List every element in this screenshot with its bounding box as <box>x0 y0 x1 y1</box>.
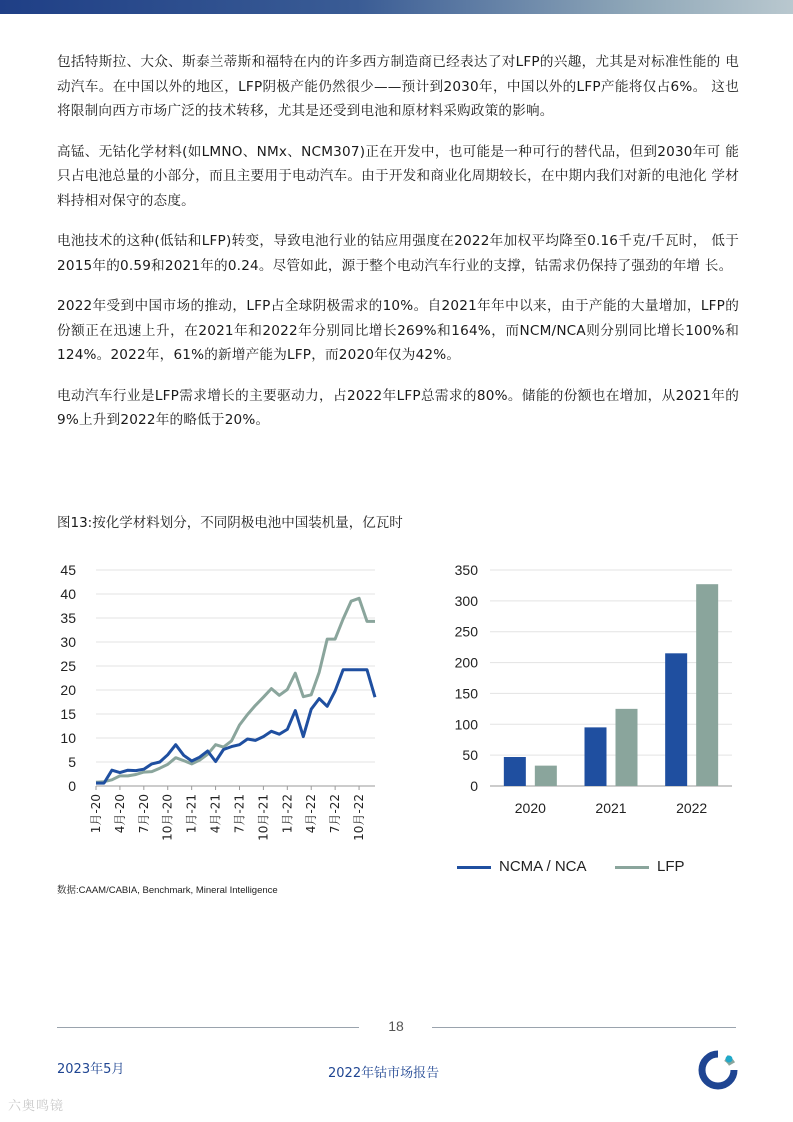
y-tick-label: 30 <box>60 634 76 650</box>
footer-report-title: 2022年钴市场报告 <box>328 1066 440 1081</box>
bar-ncma-2020 <box>504 757 526 786</box>
bar-ncma-2022 <box>665 653 687 786</box>
y-tick-label: 5 <box>68 754 76 770</box>
x-tick-label: 4月-20 <box>112 794 127 834</box>
chart-source: 数据:CAAM/CABIA, Benchmark, Mineral Intelligence <box>57 885 278 896</box>
y-tick-label: 35 <box>60 610 76 626</box>
y-tick-label: 0 <box>68 778 76 794</box>
y-tick-label: 25 <box>60 658 76 674</box>
bar-lfp-2022 <box>696 584 718 786</box>
x-tick-label: 1月-21 <box>184 794 199 834</box>
y-tick-label: 10 <box>60 730 76 746</box>
y-tick-label: 200 <box>454 654 478 671</box>
footer-divider-right <box>432 1027 736 1028</box>
figure-title: 图13:按化学材料划分，不同阴极电池中国装机量，亿瓦时 <box>57 515 403 531</box>
legend-swatch-ncma <box>457 866 491 869</box>
y-tick-label: 0 <box>470 778 478 794</box>
y-tick-label: 20 <box>60 682 76 698</box>
paragraph: 2022年受到中国市场的推动，LFP占全球阴极需求的10%。自2021年年中以来，由于产能的大量增加，LFP的 份额正在迅速上升，在2021年和2022年分别同比增长269%和164%，而NCM/NCA则分别同比增长100%和 124%。2022年，61%的新增产能为LFP，而2020年仅为42%。 <box>57 298 739 363</box>
legend-label: NCMA / NCA <box>499 858 587 875</box>
y-tick-label: 300 <box>454 592 478 609</box>
y-tick-label: 40 <box>60 586 76 602</box>
legend-item-lfp <box>615 858 685 875</box>
y-tick-label: 15 <box>60 706 76 722</box>
y-tick-label: 350 <box>454 562 478 578</box>
y-tick-label: 250 <box>454 623 478 640</box>
y-tick-label: 45 <box>60 562 76 578</box>
bar-lfp-2021 <box>616 709 638 786</box>
paragraph: 包括特斯拉、大众、斯泰兰蒂斯和福特在内的许多西方制造商已经表达了对LFP的兴趣，尤其是对标准性能的 电动汽车。在中国以外的地区，LFP阴极产能仍然很少——预计到2030年，中国以外的LFP产能将仅占6%。 这也将限制向西方市场广泛的技术转移，尤其是还受到电池和原材料采购政策的影响。 <box>57 54 739 119</box>
footer-date: 2023年5月 <box>57 1062 125 1077</box>
x-tick-label: 1月-22 <box>280 794 295 834</box>
legend-label: LFP <box>657 858 685 875</box>
y-tick-label: 100 <box>454 716 478 733</box>
x-tick-label: 2022 <box>676 800 708 816</box>
paragraph: 电动汽车行业是LFP需求增长的主要驱动力，占2022年LFP总需求的80%。储能的份额也在增加，从2021年的 9%上升到2022年的略低于20%。 <box>57 387 739 428</box>
series-line-ncma <box>96 670 375 783</box>
line-chart <box>40 555 390 865</box>
x-tick-label: 2020 <box>514 800 546 816</box>
bar-ncma-2021 <box>585 727 607 786</box>
body-text <box>57 50 739 449</box>
paragraph: 电池技术的这种(低钴和LFP)转变，导致电池行业的钴应用强度在2022年加权平均降至0.16千克/千瓦时， 低于2015年的0.59和2021年的0.24。尽管如此，源于整个电动汽车行业的支撑，钴需求仍保持了强劲的年增 长。 <box>57 233 739 274</box>
x-tick-label: 1月-20 <box>89 794 103 834</box>
bar-chart <box>440 555 740 825</box>
x-tick-label: 4月-22 <box>304 794 319 834</box>
watermark: 六奥鸣镜 <box>8 1099 65 1114</box>
x-tick-label: 10月-22 <box>352 794 367 841</box>
y-tick-label: 150 <box>454 685 478 702</box>
bar-lfp-2020 <box>535 766 557 786</box>
x-tick-label: 2021 <box>595 800 627 816</box>
x-tick-label: 4月-21 <box>208 794 223 834</box>
y-tick-label: 50 <box>462 747 478 764</box>
top-accent-bar <box>0 0 793 14</box>
legend-item-ncma <box>457 858 587 875</box>
footer-divider-left <box>57 1027 359 1028</box>
legend-swatch-lfp <box>615 866 649 869</box>
x-tick-label: 10月-21 <box>256 794 271 841</box>
x-tick-label: 10月-20 <box>160 794 175 841</box>
page-number: 18 <box>388 1018 404 1034</box>
x-tick-label: 7月-21 <box>232 794 247 834</box>
x-tick-label: 7月-20 <box>136 794 151 834</box>
company-ring-logo-icon <box>698 1050 738 1090</box>
x-tick-label: 7月-22 <box>328 794 343 834</box>
paragraph: 高锰、无钴化学材料(如LMNO、NMx、NCM307)正在开发中，也可能是一种可行的替代品，但到2030年可 能只占电池总量的小部分，而且主要用于电动汽车。由于开发和商业化周期较长，在中期内我们对新的电池化 学材料持相对保守的态度。 <box>57 143 739 209</box>
